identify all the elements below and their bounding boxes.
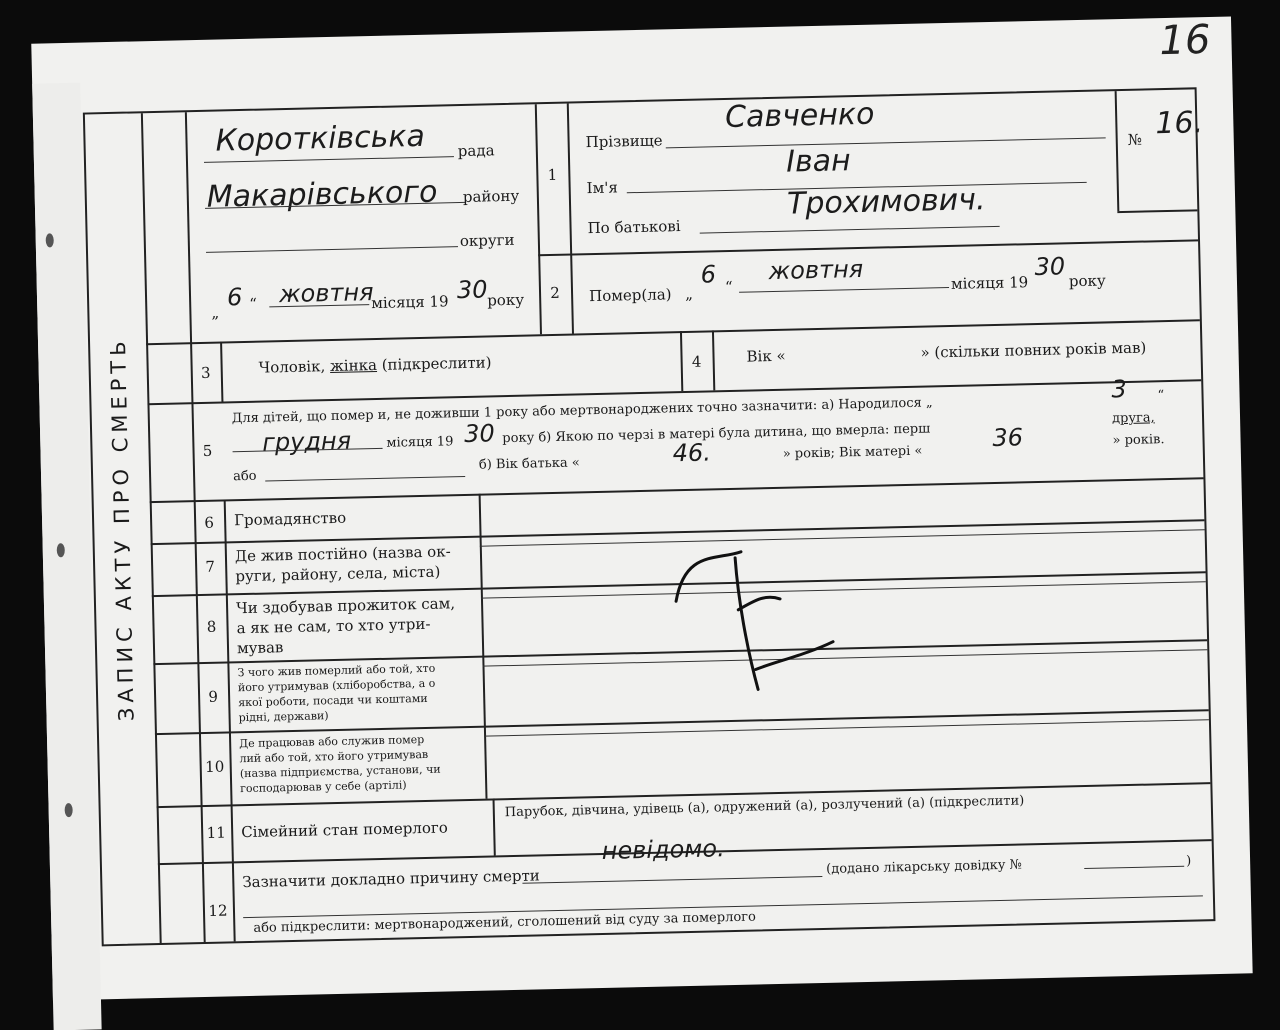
cause-of-death-value: невідомо. [601, 834, 725, 865]
grid-line [1117, 209, 1197, 213]
row-number: 9 [208, 687, 219, 706]
grid-line [224, 499, 236, 941]
quote-close: “ [724, 277, 733, 297]
grid-line [493, 798, 496, 855]
patronymic-value: Трохимович. [786, 182, 986, 222]
row-number: 5 [202, 441, 213, 460]
grid-line [712, 330, 715, 390]
raion-label: району [462, 186, 520, 206]
row-number: 1 [547, 165, 558, 185]
support-label-line2: а як не сам, то хто утри- [236, 614, 431, 638]
or-label: або [232, 468, 257, 485]
support-label-line3: мував [236, 638, 284, 658]
grid-line [484, 719, 1209, 736]
row-number: 7 [205, 557, 216, 576]
marital-status-label: Сімейний стан померлого [241, 818, 448, 842]
page-number: 16 [1158, 16, 1211, 65]
grid-line [479, 494, 488, 799]
binding-hole [46, 233, 54, 247]
birth-month-value: грудня [262, 426, 352, 457]
father-age-label: б) Вік батька « [478, 455, 580, 473]
death-record-form [83, 87, 1216, 946]
row-number: 10 [204, 757, 225, 776]
stillborn-note: або підкреслити: мертвонароджений, сголошений від суду за померлого [253, 909, 757, 936]
fill-line [666, 137, 1106, 148]
ledger-page [31, 17, 1252, 1001]
residence-label-line2: руги, району, села, міста) [235, 562, 441, 586]
fill-line [206, 246, 458, 253]
grid-line [480, 529, 1205, 546]
marital-status-options: Парубок, дівчина, удівець (а), одружений (а), розлучений (а) (підкреслити) [504, 793, 1025, 821]
row-number: 2 [550, 283, 561, 303]
sex-instruction: (підкреслити) [381, 353, 492, 374]
death-year-value: 30 [1034, 252, 1066, 282]
year-label: року [487, 290, 525, 310]
livelihood-label-line2: його утримував (хліборобства, а о [237, 676, 436, 695]
month-label: місяця 19 [386, 434, 454, 451]
row-number: 12 [208, 901, 228, 920]
workplace-label-line3: (назва підприємства, установи, чи [239, 762, 441, 781]
death-month-value: жовтня [278, 278, 374, 309]
patronymic-label: По батькові [587, 217, 681, 238]
month-label: місяця 19 [950, 273, 1029, 293]
row-number: 4 [691, 352, 702, 371]
livelihood-label-line1: З чого жив померлий або той, хто [237, 661, 436, 680]
fill-line [522, 876, 822, 884]
side-title: ЗАПИС АКТУ ПРО СМЕРТЬ [105, 336, 139, 722]
grid-line [220, 341, 223, 401]
age-label-end: » (скільки повних років мав) [920, 338, 1147, 362]
grid-line [567, 104, 574, 334]
grid-line [1115, 91, 1120, 211]
grid-line [538, 239, 1198, 256]
quote-close: “ [1157, 388, 1165, 404]
medical-certificate-label: (додано лікарську довідку № [826, 857, 1023, 877]
sex-option-male: Чоловік, [258, 357, 326, 377]
death-day-value: 6 [226, 283, 243, 312]
fill-line [700, 226, 1000, 234]
citizenship-label: Громадянство [233, 508, 347, 530]
residence-label-line1: Де жив постійно (назва ок- [234, 542, 451, 566]
support-label-line1: Чи здобував прожиток сам, [235, 594, 456, 618]
strike-through-mark [655, 538, 839, 702]
workplace-label-line2: лий або той, хто його утримував [239, 747, 429, 766]
binding-hole [57, 543, 65, 557]
sex-field [258, 353, 491, 376]
born-value: 3 [1111, 374, 1127, 404]
fill-line [739, 287, 949, 293]
years-label: » років. [1112, 432, 1165, 449]
binding-hole [65, 803, 73, 817]
cause-of-death-label: Зазначити докладно причину смерти [242, 866, 540, 892]
okruha-label: округи [459, 230, 515, 251]
child-order-value: друга, [1111, 410, 1155, 427]
fill-line [265, 476, 465, 482]
record-number-value: 16. [1154, 105, 1204, 142]
death-month-value: жовтня [768, 254, 864, 286]
row-number: 8 [206, 617, 217, 636]
rada-value: Коротківська [215, 118, 426, 159]
birth-year-value: 30 [463, 419, 496, 449]
row-number: 11 [206, 823, 226, 842]
month-label: місяця 19 [371, 292, 449, 313]
certificate-paren: ) [1185, 853, 1192, 869]
death-day-value: 6 [700, 260, 717, 289]
death-year-value: 30 [456, 275, 488, 305]
livelihood-label-line3: якої роботи, посади чи коштами [238, 691, 428, 710]
child-order-question: року б) Якою по черзі в матері була дитина, що вмерла: перш [502, 421, 931, 447]
death-date-label: Помер(ла) [588, 285, 672, 306]
workplace-label-line1: Де працював або служив помер [239, 733, 425, 751]
grid-line [150, 477, 1204, 503]
livelihood-label-line4: рідні, держави) [238, 709, 329, 725]
row-number: 6 [204, 513, 215, 532]
name-value: Іван [785, 143, 852, 180]
grid-line [482, 649, 1207, 666]
row-number: 3 [200, 363, 211, 382]
raion-value: Макарівського [206, 174, 438, 215]
date-quote-open: „ [211, 303, 220, 322]
date-quote-close: “ [249, 294, 258, 313]
year-label: року [1068, 271, 1106, 291]
rada-label: рада [457, 141, 495, 161]
grid-line [680, 331, 683, 391]
age-label: Вік « [746, 346, 786, 366]
child-instruction: Для дітей, що помер и, не доживши 1 року або мертвонароджених точно зазначити: а) Народилося „ [231, 395, 933, 427]
sex-option-female: жінка [329, 355, 378, 376]
record-number-label: № [1127, 130, 1143, 149]
mother-age-value: 36 [992, 423, 1024, 453]
fill-line [1084, 866, 1184, 869]
surname-label: Прізвище [585, 131, 663, 152]
father-age-value: 46. [672, 438, 712, 468]
name-label: Ім'я [586, 178, 619, 198]
grid-line [481, 581, 1206, 598]
quote-open: „ [684, 284, 694, 303]
workplace-label-line4: господарював у себе (артілі) [240, 778, 407, 796]
surname-value: Савченко [724, 96, 875, 136]
mother-age-label: » років; Вік матері « [782, 443, 923, 462]
grid-line [535, 104, 542, 334]
